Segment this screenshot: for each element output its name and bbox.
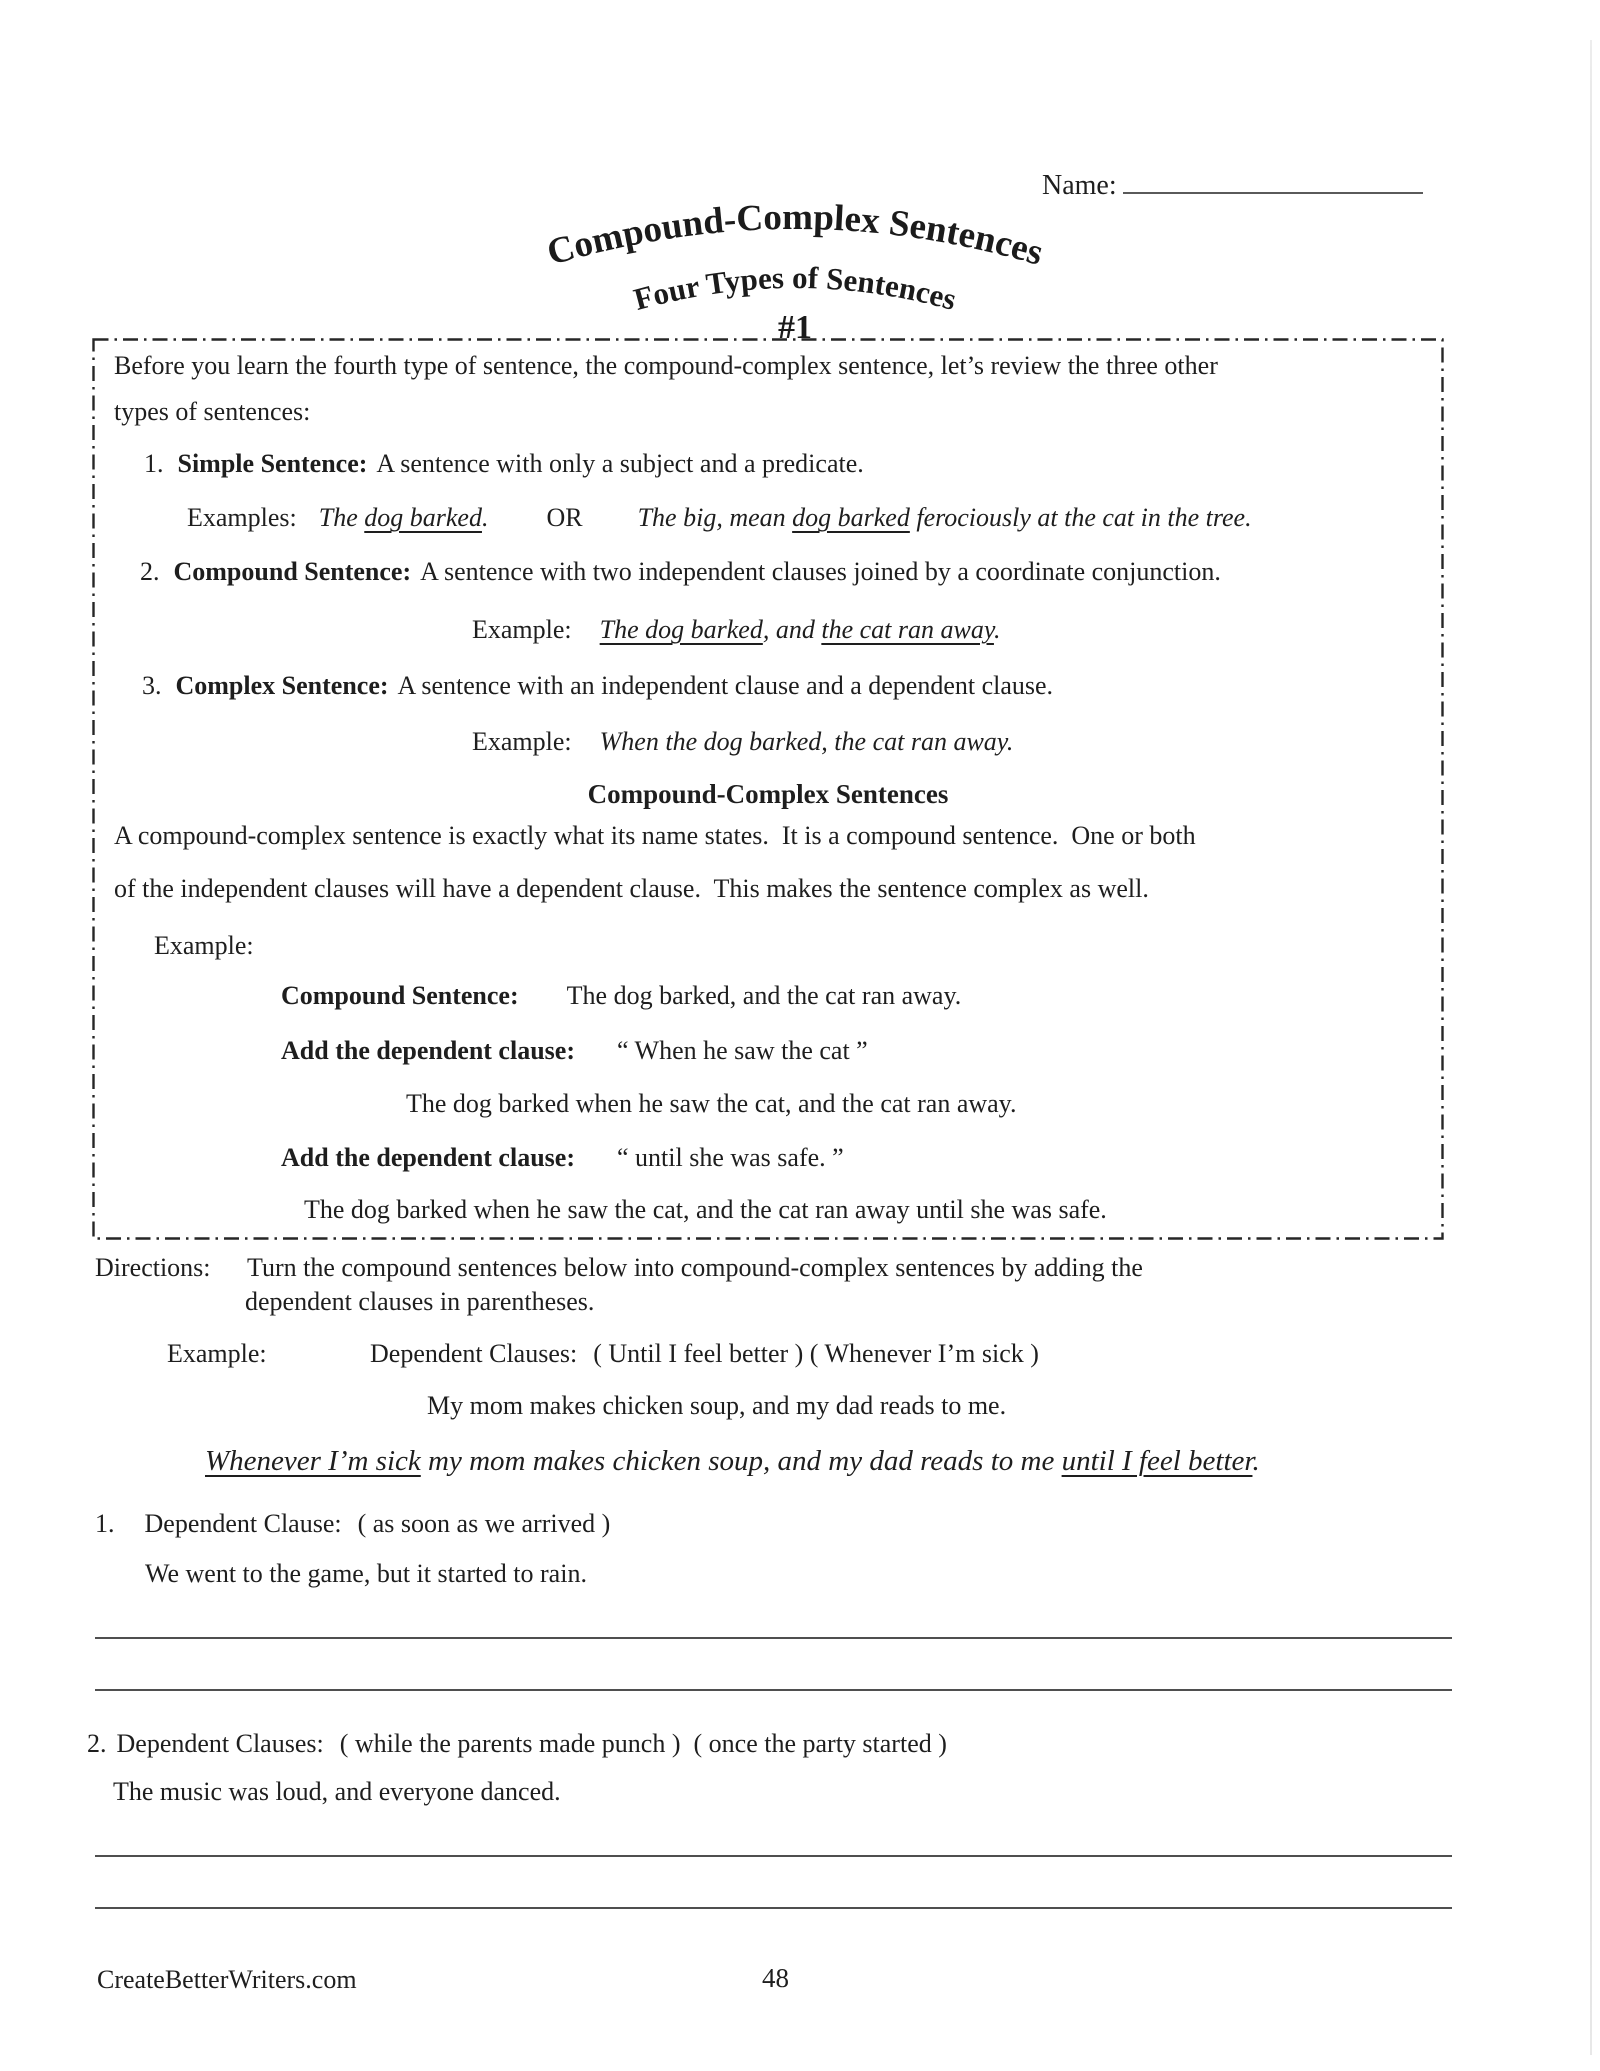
answer-blank-2[interactable] <box>95 1689 1452 1691</box>
complex-example-row <box>472 726 1013 757</box>
compound-example-row <box>472 614 1000 645</box>
directions-label: Directions: <box>95 1253 211 1282</box>
review-item-simple <box>144 448 864 479</box>
compound-sentence-label: Compound Sentence: <box>281 981 519 1010</box>
directions-line-1: Turn the compound sentences below into compound-complex sentences by adding the <box>247 1253 1143 1282</box>
cc-add-clause-row-1 <box>281 1035 868 1066</box>
exercise-label: Dependent Clause: <box>144 1509 342 1538</box>
directions-line-2: dependent clauses in parentheses. <box>245 1287 595 1316</box>
examples-label: Examples: <box>187 503 297 532</box>
example-label: Example: <box>472 727 572 756</box>
footer-site: CreateBetterWriters.com <box>97 1965 357 1994</box>
exercise-1-sentence: We went to the game, but it started to rain. <box>145 1559 587 1588</box>
scan-artifact-line <box>1590 40 1592 2055</box>
simple-example-2: The big, mean dog barked ferociously at the cat in the tree. <box>637 503 1252 532</box>
add-clause-text: “ When he saw the cat ” <box>616 1036 868 1065</box>
review-box <box>92 338 1444 1240</box>
name-label: Name: <box>1042 170 1117 201</box>
complex-example: When the dog barked, the cat ran away. <box>599 727 1014 756</box>
exercise-clauses: ( while the parents made punch ) ( once the party started ) <box>339 1729 947 1758</box>
cc-paragraph-line-1: A compound-complex sentence is exactly what its name states. It is a compound sentence. One or both <box>114 821 1196 850</box>
item-number: 3. <box>142 671 162 700</box>
item-definition: A sentence with two independent clauses joined by a coordinate conjunction. <box>420 557 1221 586</box>
item-number: 2. <box>140 557 160 586</box>
answer-blank-4[interactable] <box>95 1907 1452 1909</box>
cc-paragraph-line-2: of the independent clauses will have a dependent clause. This makes the sentence complex as well. <box>114 874 1149 903</box>
exercise-number: 2. <box>87 1729 107 1758</box>
title-line-1: Compound-Complex Sentences <box>542 196 1048 274</box>
item-definition: A sentence with only a subject and a predicate. <box>376 449 864 478</box>
cc-result-2: The dog barked when he saw the cat, and the cat ran away until she was safe. <box>304 1195 1107 1224</box>
cc-add-clause-row-2 <box>281 1142 844 1173</box>
item-definition: A sentence with an independent clause and a dependent clause. <box>397 671 1054 700</box>
example-label: Example: <box>472 615 572 644</box>
simple-examples-row <box>187 502 1252 533</box>
item-term: Compound Sentence: <box>173 557 412 586</box>
dependent-clauses-text: ( Until I feel better ) ( Whenever I’m sick ) <box>593 1339 1039 1368</box>
intro-line-2: types of sentences: <box>114 397 311 426</box>
answer-blank-1[interactable] <box>95 1637 1452 1639</box>
add-clause-label: Add the dependent clause: <box>281 1036 575 1065</box>
title-line-2: Four Types of Sentences <box>630 259 961 317</box>
add-clause-text: “ until she was safe. ” <box>616 1143 844 1172</box>
cc-compound-row <box>281 980 961 1011</box>
exercise-label: Dependent Clauses: <box>116 1729 324 1758</box>
exercise-clauses: ( as soon as we arrived ) <box>357 1509 611 1538</box>
add-clause-label: Add the dependent clause: <box>281 1143 575 1172</box>
compound-sentence-text: The dog barked, and the cat ran away. <box>566 981 962 1010</box>
cc-result-1: The dog barked when he saw the cat, and the cat ran away. <box>406 1089 1017 1118</box>
directions-example-sentence: My mom makes chicken soup, and my dad reads to me. <box>427 1391 1007 1420</box>
footer-page-number: 48 <box>762 1963 789 1993</box>
review-item-compound <box>140 556 1221 587</box>
compound-complex-heading: Compound-Complex Sentences <box>587 779 949 809</box>
title-line-3: #1 <box>778 309 812 344</box>
or-label: OR <box>546 503 583 532</box>
item-number: 1. <box>144 449 164 478</box>
exercise-number: 1. <box>95 1509 115 1538</box>
exercise-2-header <box>87 1728 947 1759</box>
simple-example-1: The dog barked. <box>318 503 489 532</box>
name-row <box>1042 166 1423 203</box>
directions-example-answer: Whenever I’m sick my mom makes chicken soup, and my dad reads to me until I feel better. <box>205 1445 1260 1477</box>
dependent-clauses-label: Dependent Clauses: <box>370 1339 578 1368</box>
name-blank[interactable] <box>1123 166 1423 194</box>
item-term: Complex Sentence: <box>175 671 389 700</box>
exercise-1-header <box>95 1508 610 1539</box>
directions-example-label: Example: <box>167 1339 267 1368</box>
item-term: Simple Sentence: <box>177 449 368 478</box>
compound-example: The dog barked, and the cat ran away. <box>599 615 1001 644</box>
review-item-complex <box>142 670 1053 701</box>
directions-example-clauses <box>370 1338 1039 1369</box>
cc-example-label: Example: <box>154 931 254 960</box>
intro-line-1: Before you learn the fourth type of sentence, the compound-complex sentence, let’s review the three other <box>114 351 1218 380</box>
worksheet-title <box>505 172 1085 344</box>
answer-blank-3[interactable] <box>95 1855 1452 1857</box>
exercise-2-sentence: The music was loud, and everyone danced. <box>113 1777 561 1806</box>
